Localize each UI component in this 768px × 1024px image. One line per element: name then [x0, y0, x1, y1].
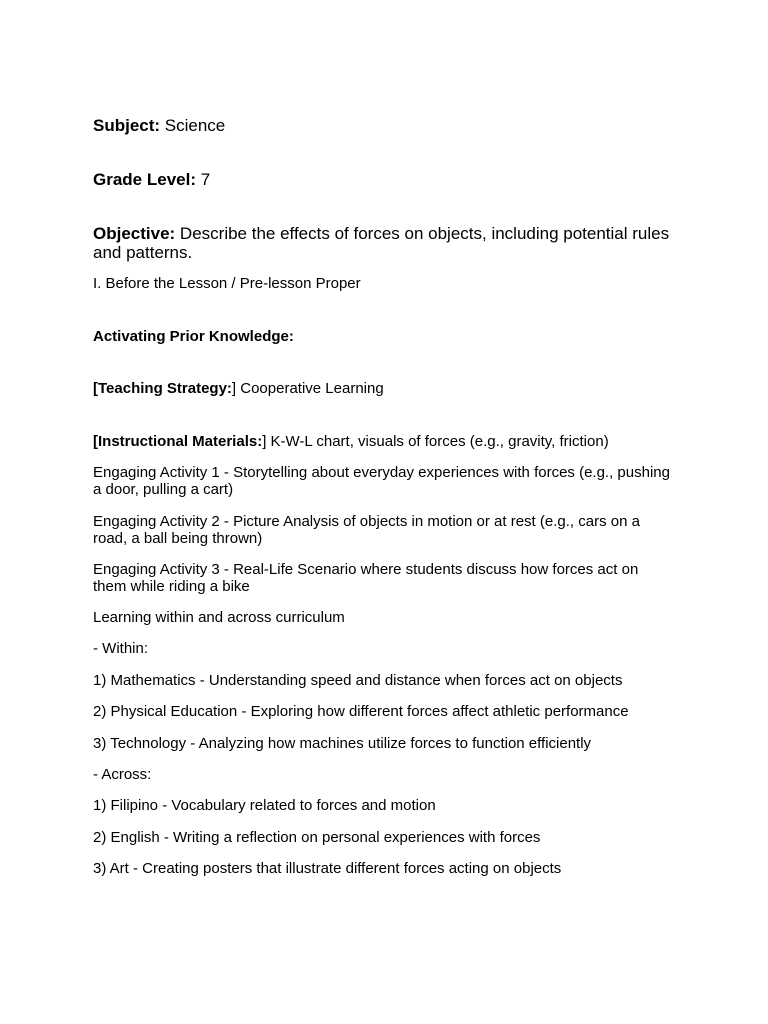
- grade-level-value: 7: [196, 170, 211, 189]
- subject-value: Science: [160, 116, 226, 135]
- engaging-activity-3: Engaging Activity 3 - Real-Life Scenario where students discuss how forces act on them while riding a bike: [93, 561, 639, 595]
- objective-value: Describe the effects of forces on objects, including potential rules and patterns.: [93, 224, 670, 262]
- engaging-activity-1: Engaging Activity 1 - Storytelling about everyday experiences with forces (e.g., pushing a door, pulling a cart): [93, 464, 670, 498]
- activating-prior-knowledge-heading: Activating Prior Knowledge:: [93, 328, 294, 345]
- instructional-materials-value: ] K-W-L chart, visuals of forces (e.g., gravity, friction): [262, 433, 609, 450]
- objective-line: [93, 224, 683, 262]
- instructional-materials-line: [93, 433, 693, 450]
- within-item-technology: 3) Technology - Analyzing how machines utilize forces to function efficiently: [93, 735, 592, 752]
- instructional-materials-label: [Instructional Materials:: [93, 433, 263, 450]
- within-label: - Within:: [93, 640, 149, 657]
- across-label: - Across:: [93, 766, 152, 783]
- subject-line: [93, 116, 693, 135]
- subject-label: Subject:: [93, 116, 161, 135]
- across-item-art: 3) Art - Creating posters that illustrate different forces acting on objects: [93, 860, 562, 877]
- section-title: I. Before the Lesson / Pre-lesson Proper: [93, 275, 361, 292]
- curriculum-heading: Learning within and across curriculum: [93, 609, 345, 626]
- within-item-physical-education: 2) Physical Education - Exploring how different forces affect athletic performance: [93, 703, 629, 720]
- across-item-english: 2) English - Writing a reflection on personal experiences with forces: [93, 829, 541, 846]
- teaching-strategy-label: [Teaching Strategy:: [93, 380, 232, 397]
- teaching-strategy-value: ] Cooperative Learning: [231, 380, 384, 397]
- engaging-activity-2: Engaging Activity 2 - Picture Analysis of objects in motion or at rest (e.g., cars on a road, a ball being thrown): [93, 513, 640, 547]
- grade-level-line: [93, 170, 693, 189]
- within-item-mathematics: 1) Mathematics - Understanding speed and distance when forces act on objects: [93, 672, 623, 689]
- grade-level-label: Grade Level:: [93, 170, 196, 189]
- objective-label: Objective:: [93, 224, 176, 243]
- across-item-filipino: 1) Filipino - Vocabulary related to forces and motion: [93, 797, 436, 814]
- teaching-strategy-line: [93, 380, 693, 397]
